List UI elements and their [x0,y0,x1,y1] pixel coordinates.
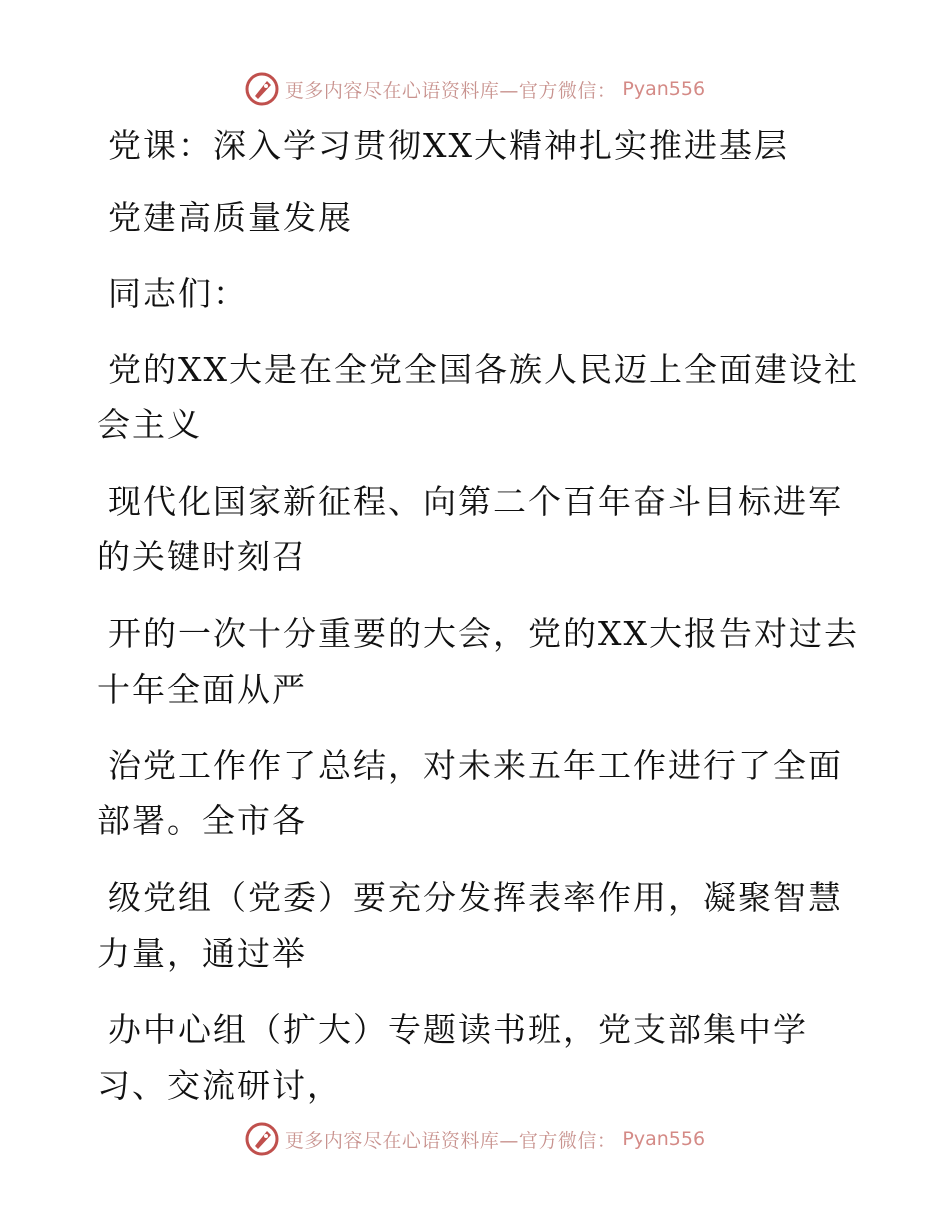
document-title-line-2: 党建高质量发展 [108,198,353,237]
paragraph-line: 治党工作作了总结，对未来五年工作进行了全面 [108,746,843,785]
paragraph-line: 会主义 [97,405,202,444]
paragraph-line: 级党组（党委）要充分发挥表率作用，凝聚智慧 [108,878,843,917]
watermark-handle: Pyan556 [622,1128,706,1150]
watermark-text: 更多内容尽在心语资料库—官方微信： [284,79,617,102]
paragraph-line: 的关键时刻召 [97,537,307,576]
paragraph-line: 开的一次十分重要的大会，党的XX大报告对过去 [108,614,859,653]
salutation: 同志们： [108,274,248,313]
paragraph-line: 部署。全市各 [97,801,307,840]
paragraph-line: 现代化国家新征程、向第二个百年奋斗目标进军 [108,482,843,521]
document-title-line-1: 党课：深入学习贯彻XX大精神扎实推进基层 [108,126,789,165]
paragraph-line: 十年全面从严 [97,670,307,709]
paragraph-line: 党的XX大是在全党全国各族人民迈上全面建设社 [108,350,859,389]
watermark-handle: Pyan556 [622,78,706,100]
paragraph-line: 办中心组（扩大）专题读书班，党支部集中学 [108,1010,808,1049]
watermark-text: 更多内容尽在心语资料库—官方微信： [284,1129,617,1152]
footer-watermark [0,1122,950,1156]
pen-nib-logo-icon [245,1122,279,1156]
header-watermark [0,72,950,106]
pen-nib-logo-icon [245,72,279,106]
paragraph-line: 力量，通过举 [97,934,307,973]
paragraph-line: 习、交流研讨， [97,1066,342,1105]
